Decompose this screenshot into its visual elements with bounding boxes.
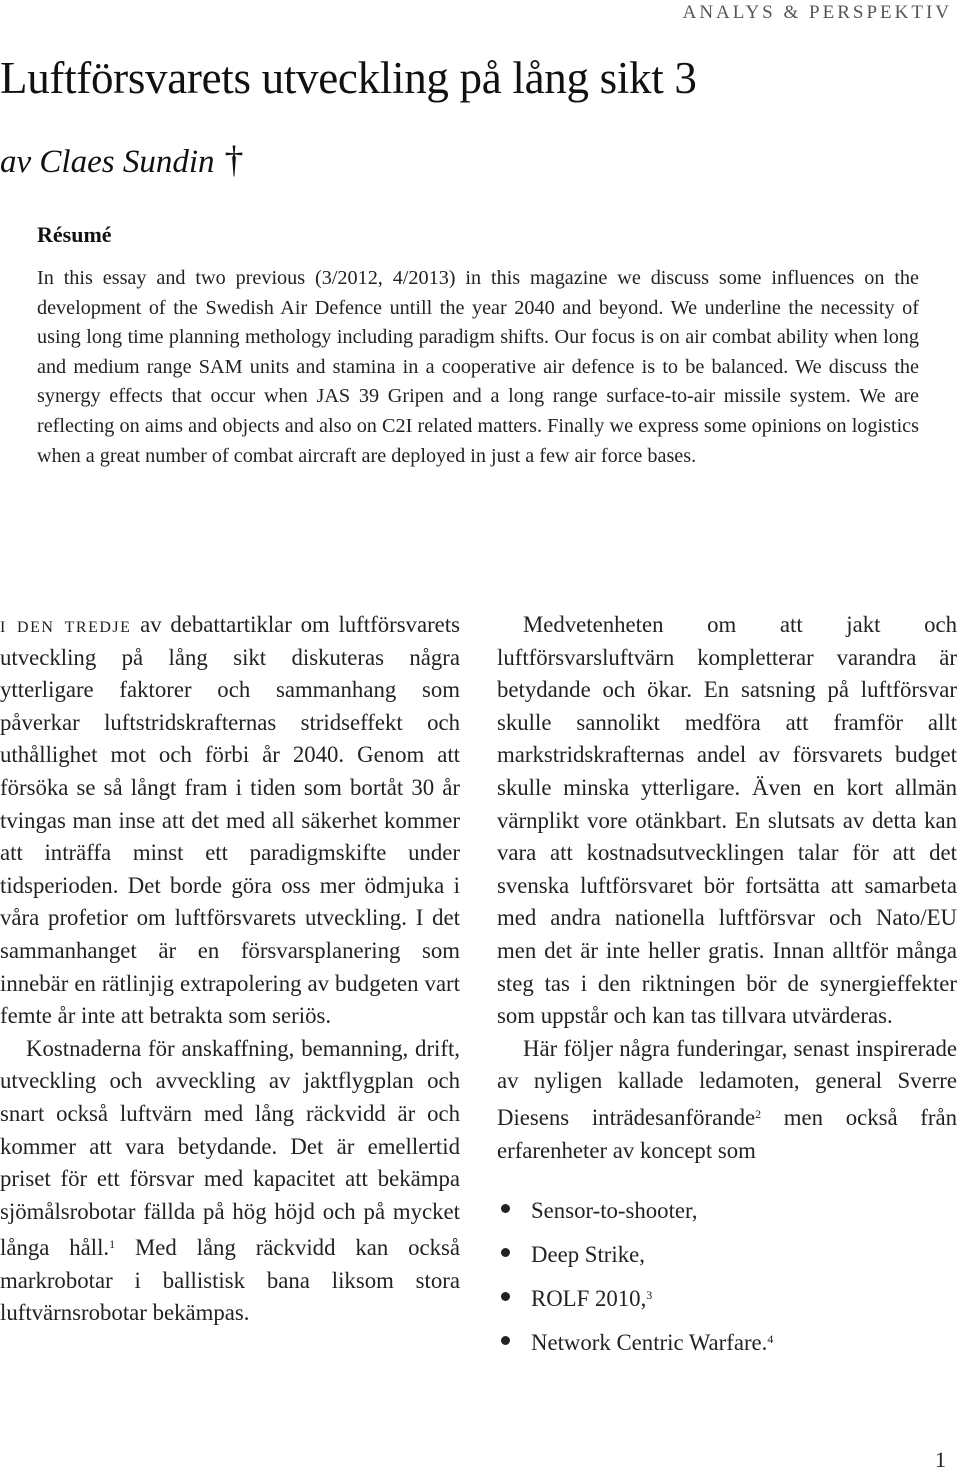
footnote-ref-2: 2 <box>755 1106 762 1121</box>
right-paragraph-2-text-a: Här följer några funderingar, senast inspirerade av nyligen kallade ledamoten, general Sverre Diesens inträdesanförande <box>497 1035 957 1130</box>
left-paragraph-2-text-a: Kostnaderna för anskaffning, bemanning, drift, utveckling och avveckling av jaktflygplan och snart också luftvärn med lång räckvidd är och kommer att vara betydande. Det är emellertid priset för ett försvar med kapacitet att bekämpa sjömålsrobotar fällda på hög höjd och på mycket långa håll. <box>0 1035 460 1261</box>
abstract-text: In this essay and two previous (3/2012, 4/2013) in this magazine we discuss some influences on the development of the Swedish Air Defence untill the year 2040 and beyond. We underline the necessity of using long time planning methology including paradigm shifts. Our focus is on air combat ability when long and medium range SAM units and stamina in a cooperative air defence is to be balanced. We discuss the synergy effects that occur when JAS 39 Gripen and a long range surface-to-air missile system. We are reflecting on aims and objects and also on C2I related matters. Finally we express some opinions on logistics when a great number of combat aircraft are deployed in just a few air force bases. <box>37 267 919 467</box>
author-line <box>0 138 243 182</box>
bullet-icon <box>501 1204 510 1213</box>
bullet-icon <box>501 1292 510 1301</box>
bullet-icon <box>501 1248 510 1257</box>
right-paragraph-2-text-b: men också från erfarenheter av koncept som <box>497 1104 957 1163</box>
section-header: ANALYS & PERSPEKTIV <box>682 2 952 23</box>
resume-heading: Résumé <box>37 222 112 247</box>
footnote-ref-3: 3 <box>646 1288 653 1303</box>
list-item: Deep Strike, <box>497 1231 957 1275</box>
list-item: Network Centric Warfare.$^4$ <box>497 1319 957 1363</box>
left-column <box>0 609 460 1330</box>
author-name: av Claes Sundin <box>0 144 215 180</box>
left-paragraph-1 <box>0 609 460 1033</box>
left-paragraph-2-text-b: Med lång räckvidd kan också markrobotar i ballistisk bana liksom stora luftvärnsrobotar bekämpas. <box>0 1235 460 1326</box>
left-paragraph-2 <box>0 1033 460 1330</box>
list-item: ROLF 2010,$^3$ <box>497 1275 957 1319</box>
list-item: Sensor-to-shooter, <box>497 1187 957 1231</box>
right-paragraph-1: Medvetenheten om att jakt och luftförsvarsluftvärn kompletterar varandra är betydande och ökar. En satsning på luftförsvar skulle sannolikt medföra att framför allt markstridskrafternas andel av försvarets budget skulle minska ytterligare. Även en kort allmän värnplikt vore otänkbart. En slutsats av detta kan vara att kostnadsutvecklingen talar för att det svenska luftförsvaret bör fortsätta att samarbeta med andra nationella luftförsvar och Nato/EU men det är inte heller gratis. Innan alltför många steg tas i den riktningen bör de synergieffekter som uppstår och kan tas tillvara utvärderas. <box>497 612 957 1029</box>
footnote-ref-4: 4 <box>767 1332 774 1347</box>
concept-list <box>497 1187 957 1363</box>
right-paragraph-2 <box>497 1033 957 1167</box>
left-paragraph-1-text: av debattartiklar om luftförsvarets utveckling på lång sikt diskuteras några ytterligare faktorer och sammanhang som påverkar luftstridskrafternas stridseffekt och uthållighet mot och förbi år 2040. Genom att försöka se så långt fram i tiden som bortåt 30 år tvingas man inse att det med all säkerhet kommer att inträffa minst ett paradigmskifte under tidsperioden. Det borde göra oss mer ödmjuka i våra profetior om luftförsvarets utveckling. I det sammanhanget är en försvarsplanering som innebär en rätlinjig extrapolering av budgeten vart femte år inte att betrakta som seriös. <box>0 612 460 1029</box>
article-title: Luftförsvarets utveckling på lång sikt 3 <box>0 53 697 103</box>
footnote-ref-1: 1 <box>109 1237 116 1252</box>
bullet-icon <box>501 1336 510 1345</box>
dagger-mark: † <box>224 139 244 181</box>
lead-in: i den tredje <box>0 612 132 637</box>
page-number: 1 <box>935 1447 946 1472</box>
right-column <box>497 609 957 1363</box>
